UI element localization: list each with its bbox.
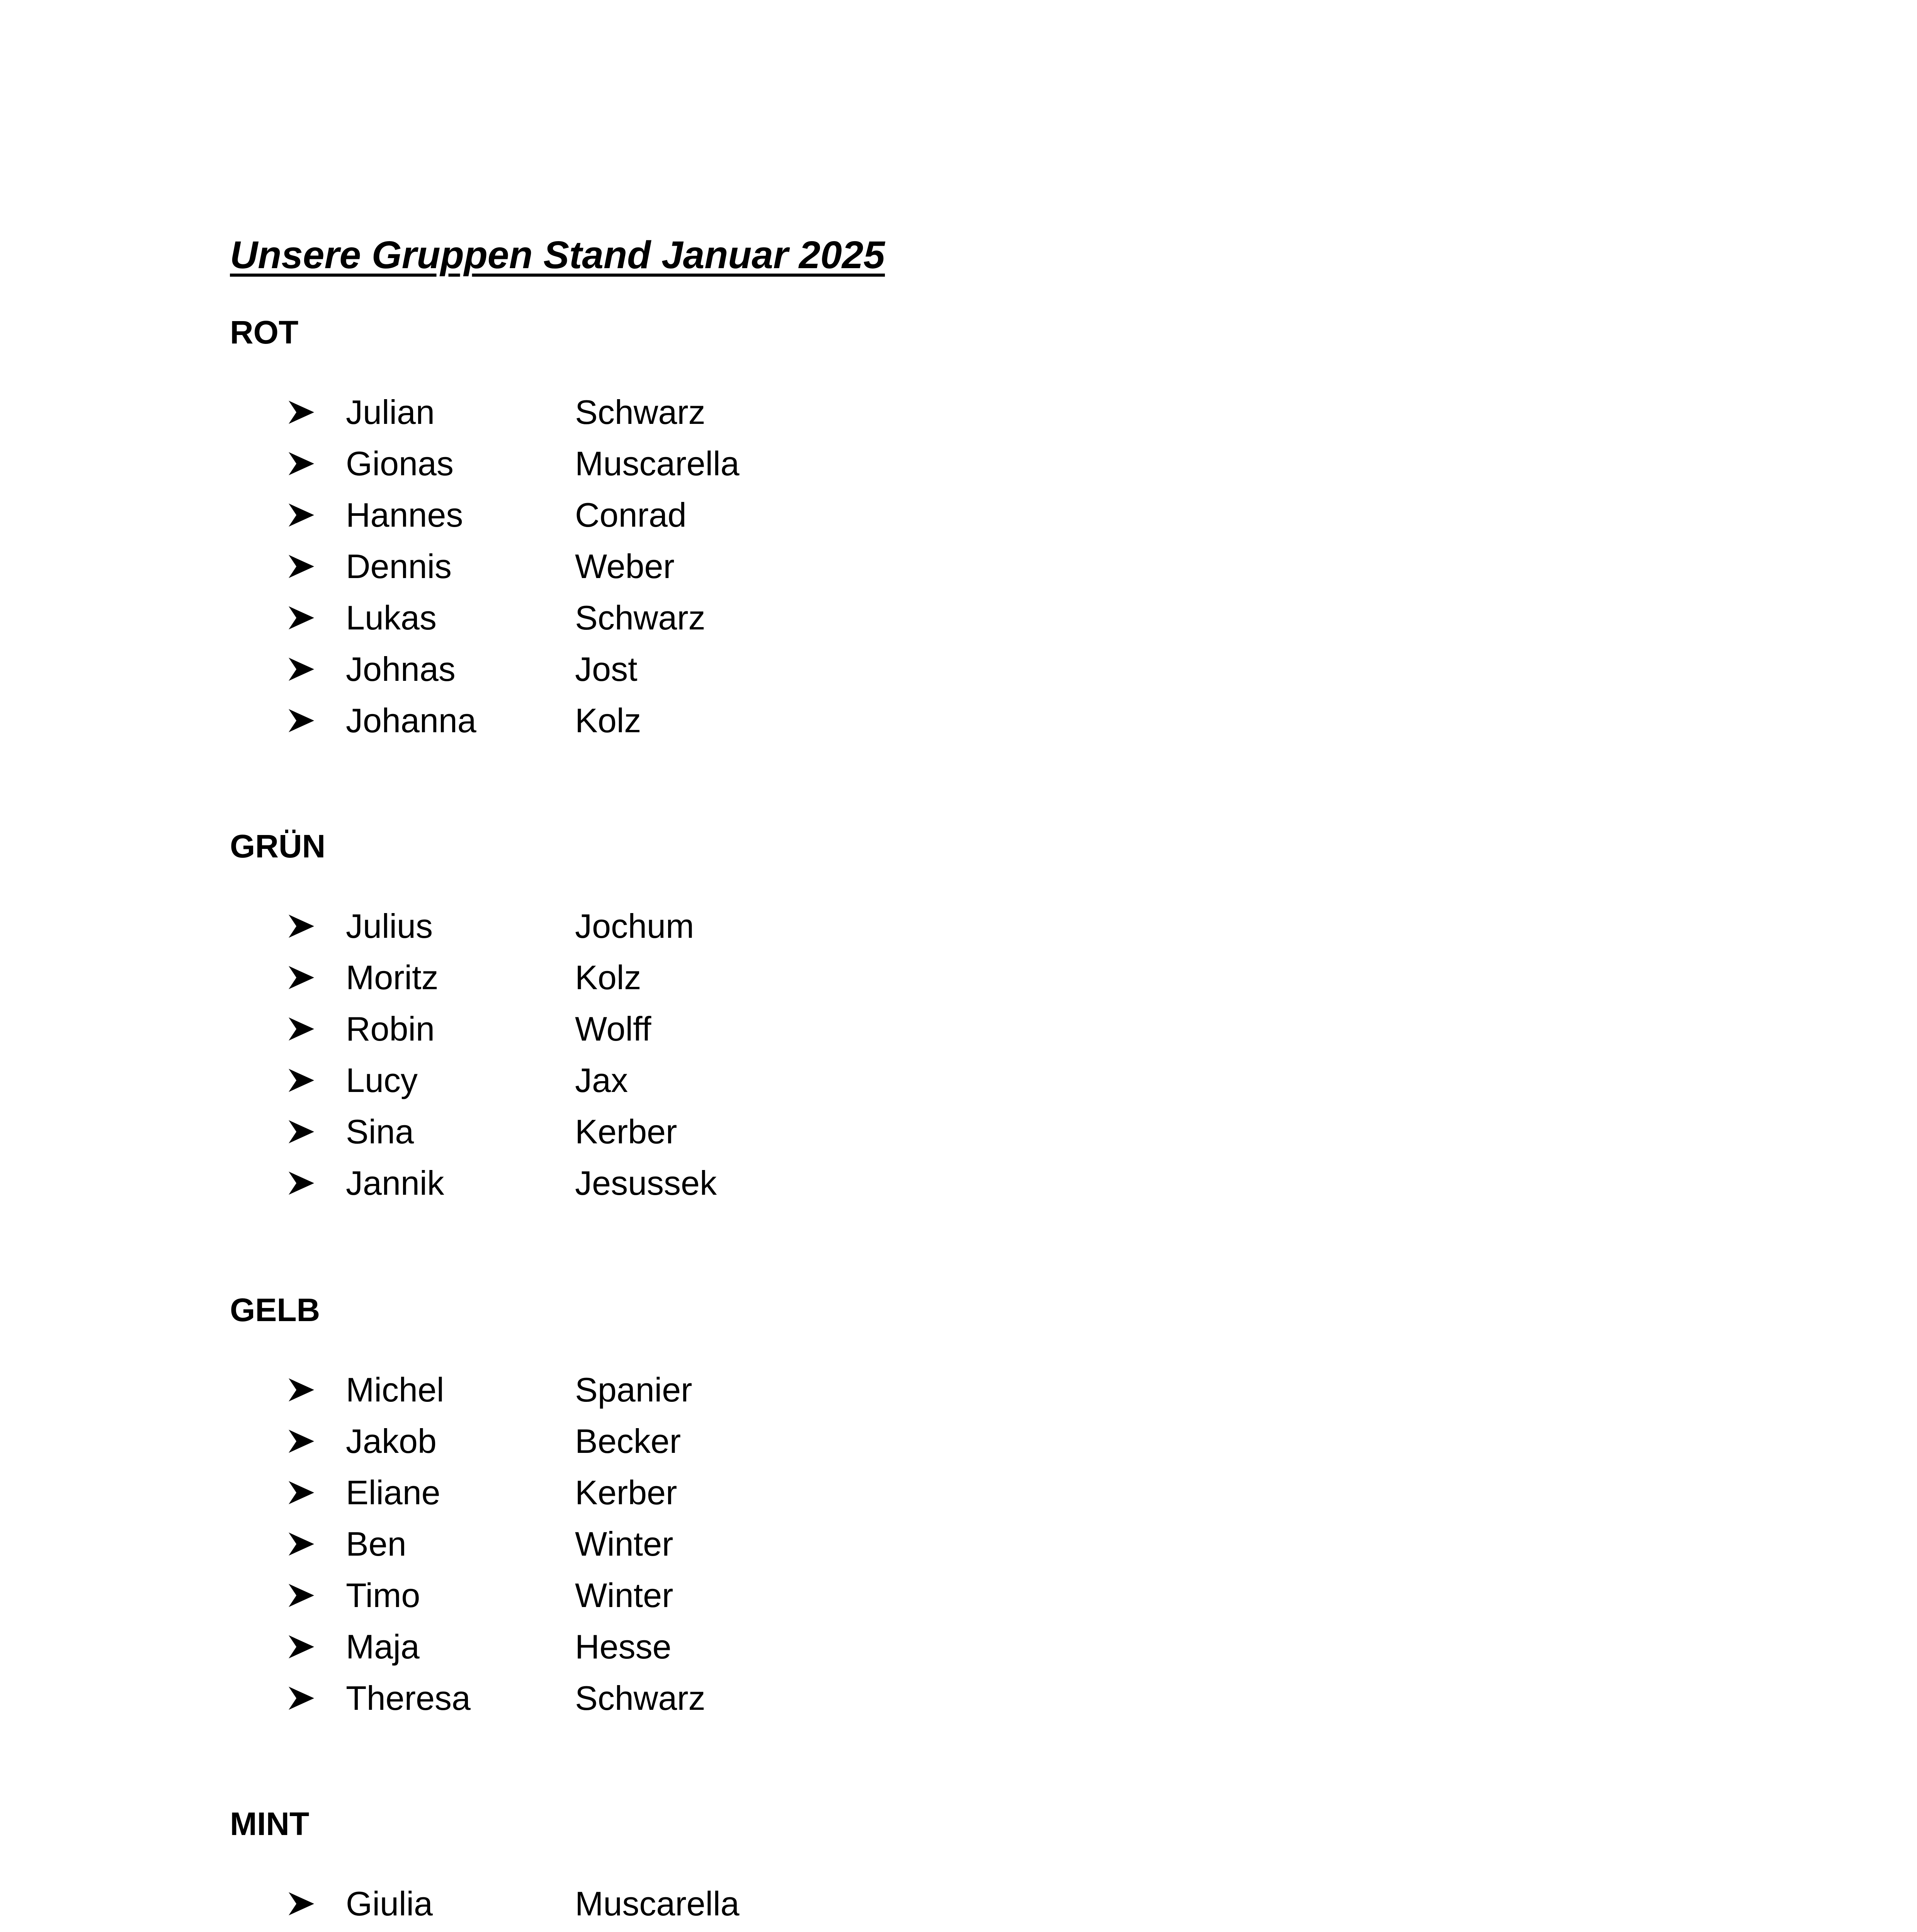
first-name: Julius <box>346 907 433 945</box>
last-name: Muscarella <box>575 444 740 483</box>
first-name: Moritz <box>346 958 439 997</box>
first-name: Hannes <box>346 496 463 534</box>
last-name: Jochum <box>575 907 694 945</box>
first-name <box>346 1929 476 1932</box>
last-name: Muscarella <box>575 1884 740 1923</box>
arrow-right-icon <box>288 1583 315 1608</box>
arrow-right-icon <box>288 1017 315 1041</box>
first-name: Johanna <box>346 701 476 740</box>
last-name: Wolff <box>575 1010 651 1048</box>
group-heading: ROT <box>230 314 299 350</box>
first-name: Lukas <box>346 599 437 637</box>
last-name: Jesussek <box>575 1164 717 1202</box>
first-name: Timo <box>346 1576 420 1614</box>
first-name: Eliane <box>346 1473 441 1512</box>
arrow-right-icon <box>288 1686 315 1711</box>
first-name: Robin <box>346 1010 435 1048</box>
arrow-right-icon <box>288 1378 315 1402</box>
last-name: Jost <box>575 650 638 688</box>
group-heading: MINT <box>230 1806 310 1842</box>
last-name: Kerber <box>575 1473 677 1512</box>
last-name: Hesse <box>575 1628 672 1666</box>
group-gruen <box>230 823 1389 1202</box>
last-name: Kolz <box>575 701 641 740</box>
last-name: Becker <box>575 1422 681 1460</box>
last-name: Weber <box>575 547 675 585</box>
last-name: Conrad <box>575 496 687 534</box>
first-name: Maja <box>346 1628 420 1666</box>
last-name: Schwarz <box>575 599 706 637</box>
last-name: Kerber <box>575 1112 677 1151</box>
last-name: Kolz <box>575 958 641 997</box>
group-heading: GRÜN <box>230 828 326 864</box>
first-name: Michel <box>346 1371 444 1409</box>
first-name: Jannik <box>346 1164 444 1202</box>
arrow-right-icon <box>288 605 315 630</box>
arrow-right-icon <box>288 657 315 682</box>
arrow-right-icon <box>288 1532 315 1556</box>
last-name: Schwarz <box>575 393 706 431</box>
arrow-right-icon <box>288 708 315 733</box>
arrow-right-icon <box>288 965 315 990</box>
arrow-right-icon <box>288 1119 315 1144</box>
page-title: Unsere Gruppen Stand Januar 2025 <box>230 233 885 277</box>
first-name: Sina <box>346 1112 414 1151</box>
last-name: Schwarz <box>575 1679 706 1717</box>
first-name: Dennis <box>346 547 452 585</box>
arrow-right-icon <box>288 554 315 579</box>
group-rot <box>230 309 1389 740</box>
first-name: Jakob <box>346 1422 437 1460</box>
first-name: Ben <box>346 1525 407 1563</box>
first-name: Julian <box>346 393 435 431</box>
first-name: Giulia <box>346 1884 433 1923</box>
last-name: Spanier <box>575 1371 692 1409</box>
first-name: Johnas <box>346 650 456 688</box>
arrow-right-icon <box>288 1171 315 1196</box>
group-gelb <box>230 1287 1389 1717</box>
arrow-right-icon <box>288 1480 315 1505</box>
last-name: Winter <box>575 1576 674 1614</box>
last-name <box>575 1929 649 1932</box>
first-name: Lucy <box>346 1061 418 1099</box>
group-mint <box>230 1801 1389 1923</box>
arrow-right-icon <box>288 1891 315 1916</box>
arrow-right-icon <box>288 914 315 939</box>
arrow-right-icon <box>288 1429 315 1454</box>
group-heading: GELB <box>230 1292 320 1328</box>
arrow-right-icon <box>288 400 315 425</box>
first-name: Gionas <box>346 444 454 483</box>
first-name: Theresa <box>346 1679 471 1717</box>
arrow-right-icon <box>288 451 315 476</box>
arrow-right-icon <box>288 1634 315 1659</box>
arrow-right-icon <box>288 1068 315 1093</box>
last-name: Winter <box>575 1525 674 1563</box>
last-name: Jax <box>575 1061 628 1099</box>
arrow-right-icon <box>288 503 315 527</box>
